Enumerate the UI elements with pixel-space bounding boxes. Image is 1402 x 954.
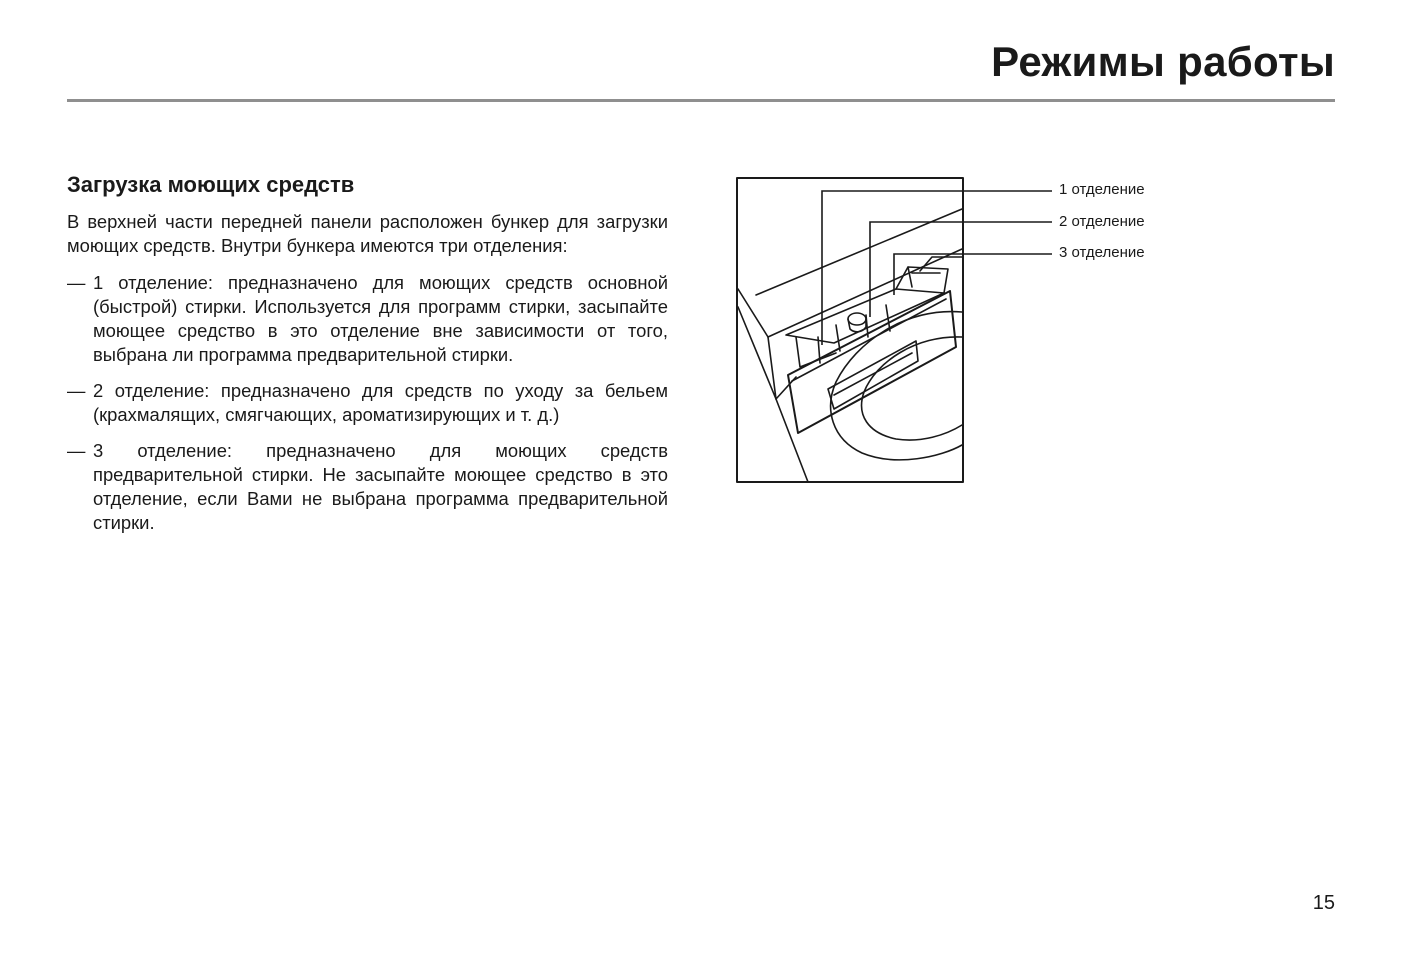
list-dash: — [67,272,86,293]
list-item [67,379,668,427]
list-item-text: 2 отделение: предназначено для средств по уходу за бельем (крахмалящих, смягчающих, ароматизирующих и т. д.) [93,380,668,425]
callout-label: 3 отделение [1059,244,1145,261]
page-number: 15 [1312,892,1335,914]
detergent-drawer-figure [736,177,1156,483]
callout-label: 1 отделение [1059,181,1145,198]
list-item-text: 1 отделение: предназначено для моющих средств основной (быстрой) стирки. Используется для программ стирки, засыпайте моющее средство в это отделение вне зависимости от того, выбрана ли программа предварительной стирки. [93,272,668,365]
page-title: Режимы работы [991,38,1335,85]
callout-label: 2 отделение [1059,213,1145,230]
list-item [67,271,668,367]
title-divider [67,99,1335,102]
main-content [67,172,668,547]
compartment-list [67,271,668,535]
intro-paragraph: В верхней части передней панели расположен бункер для загрузки моющих средств. Внутри бункера имеются три отделения: [67,211,668,256]
list-item [67,439,668,535]
section-heading: Загрузка моющих средств [67,172,355,197]
list-dash: — [67,440,86,461]
list-dash: — [67,380,86,401]
list-item-text: 3 отделение: предназначено для моющих средств предварительной стирки. Не засыпайте моющее средство в это отделение, если Вами не выбрана программа предварительной стирки. [93,440,668,533]
